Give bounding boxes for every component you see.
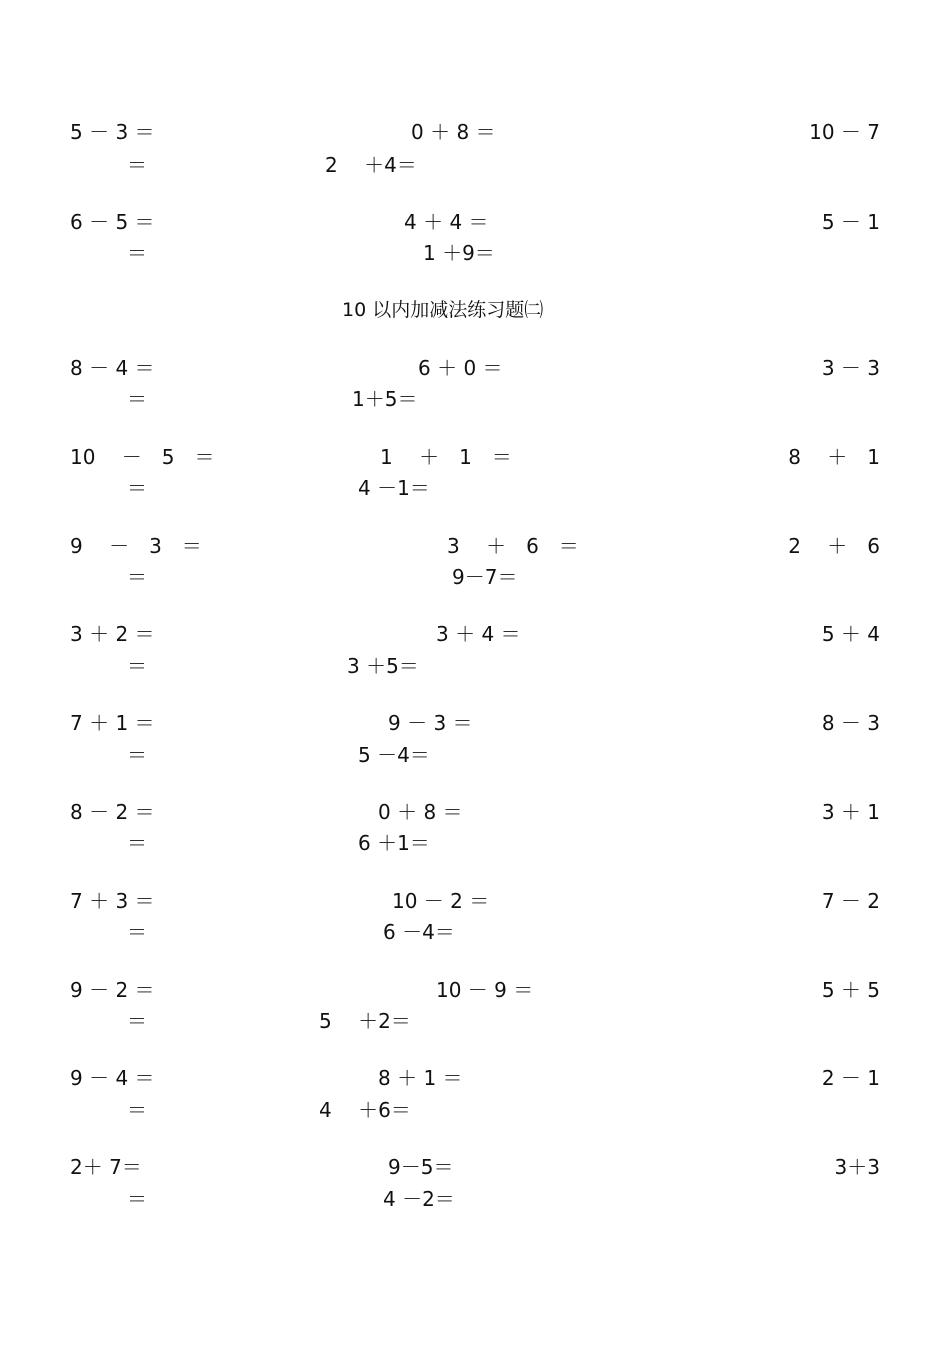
problem-continuation: 5 －4＝ (358, 743, 430, 767)
problem-right-equals: ＝ (127, 654, 147, 678)
problem-right: 2 ＋ 6 (788, 534, 880, 558)
problem-right-equals: ＝ (127, 1187, 147, 1211)
problem-right-equals: ＝ (127, 831, 147, 855)
problem-middle: 0 ＋ 8 ＝ (411, 120, 496, 144)
problem-right: 5 ＋ 5 (821, 978, 880, 1002)
problem-right-equals: ＝ (127, 743, 147, 767)
problem-middle: 3 ＋ 6 ＝ (447, 534, 579, 558)
problem-right: 3＋3 (834, 1155, 880, 1179)
problem-right: 5 ＋ 4 (821, 622, 880, 646)
problem-left: 7 ＋ 3 ＝ (70, 889, 155, 913)
problem-continuation: 1 ＋9＝ (423, 241, 495, 265)
problem-right: 2 － 1 (821, 1066, 880, 1090)
problem-middle: 3 ＋ 4 ＝ (436, 622, 521, 646)
problem-right: 3 － 3 (821, 356, 880, 380)
problem-left: 3 ＋ 2 ＝ (70, 622, 155, 646)
problem-continuation: 1＋5＝ (352, 387, 418, 411)
problem-right-equals: ＝ (127, 565, 147, 589)
problem-middle: 10 － 9 ＝ (436, 978, 534, 1002)
problem-right-equals: ＝ (127, 241, 147, 265)
problem-continuation: 4 －2＝ (383, 1187, 455, 1211)
problem-continuation: 9－7＝ (452, 565, 518, 589)
problem-left: 9 － 3 ＝ (70, 534, 202, 558)
problem-right: 8 － 3 (821, 711, 880, 735)
section-title: 10 以内加减法练习题㈡ (342, 299, 544, 321)
problem-left: 9 － 2 ＝ (70, 978, 155, 1002)
problem-right: 10 － 7 (809, 120, 880, 144)
problem-continuation: 6 ＋1＝ (358, 831, 430, 855)
problem-right-equals: ＝ (127, 920, 147, 944)
problem-right: 5 － 1 (821, 210, 880, 234)
problem-right: 8 ＋ 1 (788, 445, 880, 469)
problem-left: 7 ＋ 1 ＝ (70, 711, 155, 735)
problem-continuation: 3 ＋5＝ (347, 654, 419, 678)
problem-middle: 10 － 2 ＝ (392, 889, 490, 913)
problem-right-equals: ＝ (127, 476, 147, 500)
problem-right-equals: ＝ (127, 153, 147, 177)
problem-middle: 9 － 3 ＝ (388, 711, 473, 735)
problem-left: 10 － 5 ＝ (70, 445, 215, 469)
problem-right-equals: ＝ (127, 387, 147, 411)
problem-middle: 0 ＋ 8 ＝ (378, 800, 463, 824)
problem-left: 8 － 4 ＝ (70, 356, 155, 380)
problem-continuation: 2 ＋4＝ (325, 153, 417, 177)
problem-continuation: 4 ＋6＝ (319, 1098, 411, 1122)
problem-left: 2＋ 7＝ (70, 1155, 142, 1179)
problem-middle: 6 ＋ 0 ＝ (418, 356, 503, 380)
problem-left: 5 － 3 ＝ (70, 120, 155, 144)
problem-middle: 8 ＋ 1 ＝ (378, 1066, 463, 1090)
problem-left: 8 － 2 ＝ (70, 800, 155, 824)
problem-middle: 4 ＋ 4 ＝ (404, 210, 489, 234)
problem-right-equals: ＝ (127, 1009, 147, 1033)
problem-right: 7 － 2 (821, 889, 880, 913)
problem-right: 3 ＋ 1 (821, 800, 880, 824)
problem-continuation: 5 ＋2＝ (319, 1009, 411, 1033)
problem-middle: 1 ＋ 1 ＝ (380, 445, 512, 469)
problem-middle: 9－5＝ (388, 1155, 454, 1179)
problem-left: 9 － 4 ＝ (70, 1066, 155, 1090)
problem-left: 6 － 5 ＝ (70, 210, 155, 234)
problem-continuation: 6 －4＝ (383, 920, 455, 944)
problem-right-equals: ＝ (127, 1098, 147, 1122)
problem-continuation: 4 －1＝ (358, 476, 430, 500)
